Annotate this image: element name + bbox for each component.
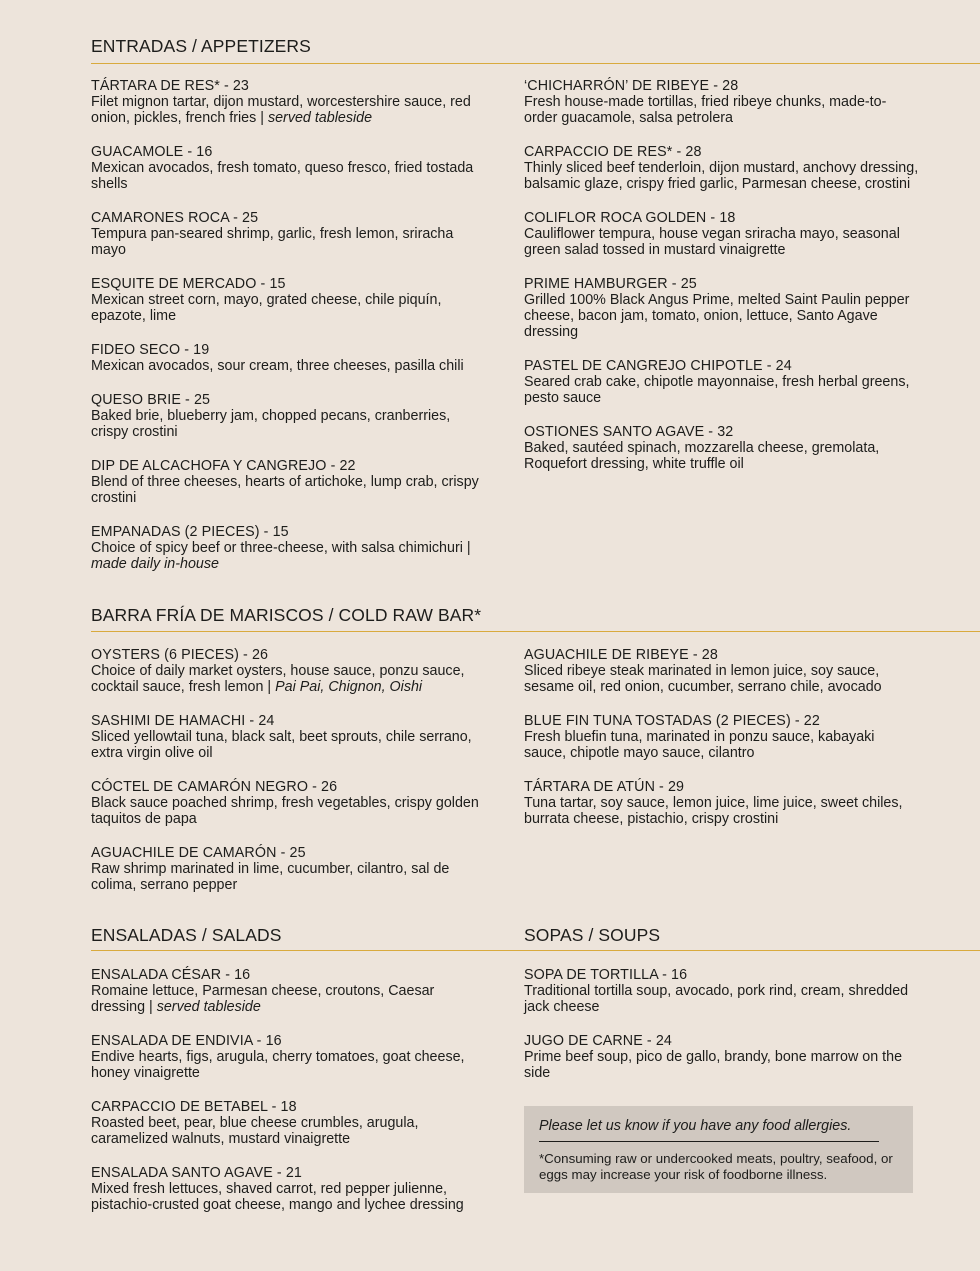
menu-item-description: [91, 729, 486, 761]
menu-item: [524, 424, 919, 472]
menu-item-description-text: Seared crab cake, chipotle mayonnaise, fresh herbal greens, pesto sauce: [524, 374, 910, 406]
menu-item-title: ENSALADA CÉSAR - 16: [91, 967, 251, 983]
menu-item-description: [91, 983, 486, 1015]
menu-item-title: TÁRTARA DE RES* - 23: [91, 78, 249, 94]
menu-item-title: SOPA DE TORTILLA - 16: [524, 967, 688, 983]
menu-item-description-text: Prime beef soup, pico de gallo, brandy, bone marrow on the side: [524, 1049, 903, 1081]
foodborne-illness-warning: *Consuming raw or undercooked meats, poultry, seafood, or eggs may increase your risk of foodborne illness.: [539, 1151, 893, 1182]
menu-item: [91, 78, 486, 126]
menu-item-description: [524, 729, 919, 761]
menu-item-description: [91, 663, 486, 695]
menu-item-description-text: Cauliflower tempura, house vegan sriracha mayo, seasonal green salad tossed in mustard vinaigrette: [524, 226, 900, 258]
menu-item-description: [524, 663, 919, 695]
menu-item-title: SASHIMI DE HAMACHI - 24: [91, 713, 275, 729]
menu-item-title: AGUACHILE DE RIBEYE - 28: [524, 647, 718, 663]
menu-item: [91, 845, 486, 893]
menu-item: [91, 210, 486, 258]
menu-item-description-text: Grilled 100% Black Angus Prime, melted Saint Paulin pepper cheese, bacon jam, tomato, onion, lettuce, Santo Agave dressing: [524, 292, 910, 340]
menu-item: [91, 1033, 486, 1081]
menu-item-description: [91, 226, 486, 258]
menu-item-description: [524, 226, 919, 258]
raw-bar-right-column: [524, 647, 919, 827]
menu-item-title: CARPACCIO DE RES* - 28: [524, 144, 702, 160]
soups-title: SOPAS / SOUPS: [524, 925, 661, 945]
menu-item-title: PASTEL DE CANGREJO CHIPOTLE - 24: [524, 358, 792, 374]
menu-item: [91, 1099, 486, 1147]
allergy-divider: [539, 1141, 879, 1142]
menu-item: [524, 779, 919, 827]
menu-item-title: PRIME HAMBURGER - 25: [524, 276, 697, 292]
menu-item-note: served tableside: [267, 110, 373, 126]
menu-item-description-text: Mexican street corn, mayo, grated cheese, chile piquín, epazote, lime: [91, 292, 442, 324]
soups-divider: [524, 950, 980, 951]
menu-item-description-text: Baked brie, blueberry jam, chopped pecans, cranberries, crispy crostini: [91, 408, 451, 440]
menu-item-title: COLIFLOR ROCA GOLDEN - 18: [524, 210, 736, 226]
menu-item-title: JUGO DE CARNE - 24: [524, 1033, 672, 1049]
menu-item-description-text: Tempura pan-seared shrimp, garlic, fresh lemon, sriracha mayo: [91, 226, 454, 258]
menu-item-description: [91, 160, 486, 192]
salads-divider: [91, 950, 524, 951]
menu-item: [91, 342, 486, 374]
menu-item-description: [524, 160, 919, 192]
menu-item: [91, 458, 486, 506]
menu-item: [524, 78, 919, 126]
menu-item: [91, 779, 486, 827]
menu-item-description-text: Thinly sliced beef tenderloin, dijon mustard, anchovy dressing, balsamic glaze, crispy fried garlic, Parmesan cheese, crostini: [524, 160, 919, 192]
menu-item-description-text: Sliced yellowtail tuna, black salt, beet sprouts, chile serrano, extra virgin olive oil: [91, 729, 472, 761]
appetizers-title: ENTRADAS / APPETIZERS: [91, 36, 311, 56]
soups-column: [524, 967, 919, 1081]
allergy-heading: Please let us know if you have any food allergies.: [539, 1118, 852, 1134]
menu-item: [91, 1165, 486, 1213]
menu-item-title: EMPANADAS (2 PIECES) - 15: [91, 524, 289, 540]
appetizers-left-column: [91, 78, 486, 572]
menu-item-description: [91, 1049, 486, 1081]
menu-item-note: made daily in-house: [91, 556, 219, 572]
menu-item-title: FIDEO SECO - 19: [91, 342, 210, 358]
menu-item-description: [91, 474, 486, 506]
menu-item: [91, 967, 486, 1015]
menu-item-description: [91, 408, 486, 440]
menu-item: [91, 647, 486, 695]
menu-item: [91, 144, 486, 192]
menu-item: [524, 713, 919, 761]
menu-item: [524, 210, 919, 258]
menu-item-description: [91, 540, 486, 572]
raw-bar-left-column: [91, 647, 486, 893]
menu-item: [524, 144, 919, 192]
menu-item: [524, 358, 919, 406]
menu-item-description: [524, 374, 919, 406]
menu-item-title: OYSTERS (6 PIECES) - 26: [91, 647, 269, 663]
menu-item-description: [91, 1181, 486, 1213]
menu-item-description-text: Endive hearts, figs, arugula, cherry tomatoes, goat cheese, honey vinaigrette: [91, 1049, 465, 1081]
menu-item-description: [91, 1115, 486, 1147]
menu-item-title: CÓCTEL DE CAMARÓN NEGRO - 26: [91, 779, 338, 795]
menu-item-description-text: Romaine lettuce, Parmesan cheese, croutons, Caesar dressing |: [91, 983, 435, 1015]
menu-item-title: TÁRTARA DE ATÚN - 29: [524, 779, 685, 795]
menu-item: [524, 1033, 919, 1081]
menu-item-description: [524, 983, 919, 1015]
raw-bar-title: BARRA FRÍA DE MARISCOS / COLD RAW BAR*: [91, 605, 482, 625]
menu-item-title: BLUE FIN TUNA TOSTADAS (2 PIECES) - 22: [524, 713, 820, 729]
menu-item-note: served tableside: [156, 999, 261, 1015]
menu-item-title: GUACAMOLE - 16: [91, 144, 213, 160]
menu-item-description-text: Tuna tartar, soy sauce, lemon juice, lime juice, sweet chiles, burrata cheese, pistachio, crispy crostini: [524, 795, 903, 827]
menu-item: [524, 967, 919, 1015]
menu-item-description: [91, 94, 486, 126]
menu-item-description: [524, 795, 919, 827]
menu-item: [91, 392, 486, 440]
menu-item-title: QUESO BRIE - 25: [91, 392, 211, 408]
raw-bar-divider: [91, 631, 980, 632]
menu-item-title: ‘CHICHARRÓN’ DE RIBEYE - 28: [524, 78, 739, 94]
menu-item-title: OSTIONES SANTO AGAVE - 32: [524, 424, 734, 440]
appetizers-right-column: [524, 78, 919, 472]
menu-item-description-text: Choice of daily market oysters, house sauce, ponzu sauce, cocktail sauce, fresh lemon |: [91, 663, 465, 695]
menu-item-description-text: Choice of spicy beef or three-cheese, with salsa chimichuri |: [91, 540, 471, 556]
menu-item: [524, 647, 919, 695]
menu-item-description: [524, 94, 919, 126]
salads-title: ENSALADAS / SALADS: [91, 925, 282, 945]
menu-item-description: [524, 440, 919, 472]
menu-item-description-text: Filet mignon tartar, dijon mustard, worcestershire sauce, red onion, pickles, french fries |: [91, 94, 471, 126]
menu-item-description: [524, 1049, 919, 1081]
menu-item-description-text: Mexican avocados, fresh tomato, queso fresco, fried tostada shells: [91, 160, 474, 192]
allergy-notice: [524, 1106, 913, 1193]
menu-item-note: Pai Pai, Chignon, Oishi: [275, 679, 423, 695]
menu-item-description-text: Baked, sautéed spinach, mozzarella cheese, gremolata, Roquefort dressing, white truffle oil: [524, 440, 880, 472]
menu-item-description-text: Sliced ribeye steak marinated in lemon juice, soy sauce, sesame oil, red onion, cucumber, serrano chile, avocado: [524, 663, 882, 695]
menu-item-description-text: Mexican avocados, sour cream, three cheeses, pasilla chili: [91, 358, 464, 374]
menu-item-description-text: Traditional tortilla soup, avocado, pork rind, cream, shredded jack cheese: [524, 983, 909, 1015]
menu-item: [524, 276, 919, 340]
menu-item: [91, 276, 486, 324]
menu-item-description-text: Raw shrimp marinated in lime, cucumber, cilantro, sal de colima, serrano pepper: [91, 861, 450, 893]
menu-item-title: CAMARONES ROCA - 25: [91, 210, 259, 226]
menu-item-description-text: Blend of three cheeses, hearts of artichoke, lump crab, crispy crostini: [91, 474, 479, 506]
menu-item-description: [91, 292, 486, 324]
menu-item-description: [91, 861, 486, 893]
menu-item-description-text: Fresh house-made tortillas, fried ribeye chunks, made-to-order guacamole, salsa petrolera: [524, 94, 887, 126]
menu-item-description: [91, 795, 486, 827]
menu-item-description: [91, 358, 486, 374]
appetizers-divider: [91, 63, 980, 64]
menu-item-description-text: Fresh bluefin tuna, marinated in ponzu sauce, kabayaki sauce, chipotle mayo sauce, cilantro: [524, 729, 875, 761]
menu-item-description-text: Mixed fresh lettuces, shaved carrot, red pepper julienne, pistachio-crusted goat cheese, mango and lychee dressing: [91, 1181, 464, 1213]
menu-item: [91, 524, 486, 572]
menu-item-title: DIP DE ALCACHOFA Y CANGREJO - 22: [91, 458, 356, 474]
menu-item-title: CARPACCIO DE BETABEL - 18: [91, 1099, 297, 1115]
menu-item-description: [524, 292, 919, 340]
menu-item-title: ESQUITE DE MERCADO - 15: [91, 276, 286, 292]
menu-item-title: ENSALADA DE ENDIVIA - 16: [91, 1033, 282, 1049]
menu-item: [91, 713, 486, 761]
menu-item-description-text: Roasted beet, pear, blue cheese crumbles, arugula, caramelized walnuts, mustard vinaigrette: [91, 1115, 419, 1147]
menu-item-description-text: Black sauce poached shrimp, fresh vegetables, crispy golden taquitos de papa: [91, 795, 479, 827]
salads-column: [91, 967, 486, 1213]
menu-item-title: AGUACHILE DE CAMARÓN - 25: [91, 845, 306, 861]
menu-item-title: ENSALADA SANTO AGAVE - 21: [91, 1165, 302, 1181]
